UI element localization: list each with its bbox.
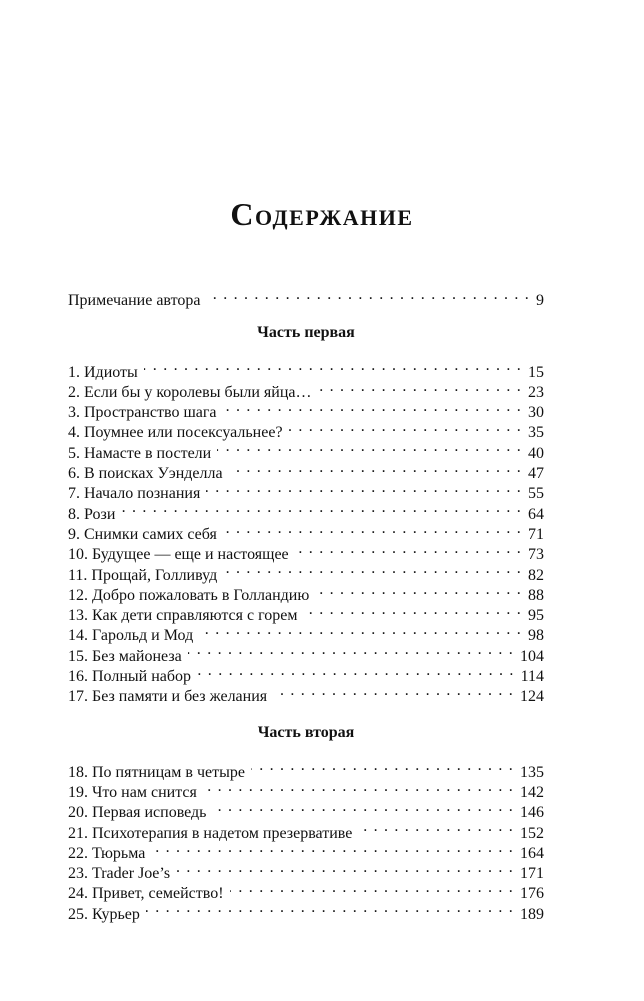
toc-entry-title: Будущее — еще и настоящее xyxy=(92,546,289,564)
toc-entry-title: Примечание автора xyxy=(68,292,201,310)
toc-entry-number: 16. xyxy=(68,668,88,686)
dot-leader xyxy=(146,898,514,918)
toc-entry-page: 176 xyxy=(520,885,544,903)
dot-leader xyxy=(206,285,530,305)
page-title: Содержание xyxy=(230,196,414,232)
toc-entry xyxy=(68,519,544,543)
toc-entry-page: 55 xyxy=(528,485,544,503)
toc-entry-page: 104 xyxy=(520,647,544,665)
toc-entry-page: 95 xyxy=(528,607,544,625)
toc-entry-title: Если бы у королевы были яйца… xyxy=(84,383,312,401)
toc-entry xyxy=(68,377,544,401)
dot-leader xyxy=(315,580,522,600)
toc-entry-number: 23. xyxy=(68,865,88,883)
toc-entry-title: Психотерапия в надетом презервативе xyxy=(92,824,353,842)
dot-leader xyxy=(217,437,522,457)
dot-leader xyxy=(230,878,514,898)
toc-entry-page: 71 xyxy=(528,525,544,543)
toc-entry-title: В поисках Уэнделла xyxy=(84,465,223,483)
toc-entry-note xyxy=(68,285,544,310)
toc-entry xyxy=(68,356,544,381)
dot-leader xyxy=(289,417,522,437)
toc-entry-page: 164 xyxy=(520,844,544,862)
toc-entry-title: Полный набор xyxy=(92,668,192,686)
toc-entry-page: 30 xyxy=(528,404,544,422)
toc-entry-title: Курьер xyxy=(92,905,140,923)
toc-entry-number: 1. xyxy=(68,363,80,381)
toc-entry-title: Без памяти и без желания xyxy=(92,688,268,706)
toc-entry-number: 8. xyxy=(68,505,80,523)
toc-entry-title: Что нам снится xyxy=(92,783,197,801)
toc-entry-page: 135 xyxy=(520,763,544,781)
toc-entry-title: Прощай, Голливуд xyxy=(91,566,218,584)
toc-entry-title: Тюрьма xyxy=(92,844,146,862)
toc-entry-title: Как дети справляются с горем xyxy=(92,607,298,625)
toc-entry-page: 146 xyxy=(520,804,544,822)
dot-leader xyxy=(212,797,514,817)
part2-chapter-list xyxy=(68,756,544,923)
toc-entry-number: 13. xyxy=(68,607,88,625)
toc-entry-page: 114 xyxy=(520,668,544,686)
toc-entry-number: 10. xyxy=(68,546,88,564)
dot-leader xyxy=(176,858,514,878)
toc-entry xyxy=(68,498,544,523)
toc-entry-page: 82 xyxy=(528,566,544,584)
dot-leader xyxy=(251,756,514,776)
toc-entry-title: Пространство шага xyxy=(84,404,217,422)
toc-entry-title: Привет, семейство! xyxy=(92,885,224,903)
part-heading-2: Часть вторая xyxy=(257,724,355,742)
toc-entry-number: 17. xyxy=(68,688,88,706)
toc-entry-page: 73 xyxy=(528,546,544,564)
toc-entry-number: 24. xyxy=(68,885,88,903)
dot-leader xyxy=(358,817,514,837)
table-of-contents xyxy=(68,285,544,923)
dot-leader xyxy=(229,458,522,478)
toc-entry-title: Без майонеза xyxy=(92,647,182,665)
toc-entry-title: Первая исповедь xyxy=(92,804,207,822)
dot-leader xyxy=(188,640,514,660)
toc-entry-page: 152 xyxy=(520,824,544,842)
toc-entry-page: 64 xyxy=(528,505,544,523)
toc-entry-title: Начало познания xyxy=(84,485,201,503)
part-heading-1: Часть первая xyxy=(257,324,355,342)
toc-entry-number: 7. xyxy=(68,485,80,503)
toc-entry-number: 15. xyxy=(68,647,88,665)
toc-entry-number: 21. xyxy=(68,824,88,842)
toc-entry-page: 171 xyxy=(520,865,544,883)
toc-entry-number: 5. xyxy=(68,444,80,462)
toc-entry-page: 47 xyxy=(528,465,544,483)
toc-entry-title: Рози xyxy=(84,505,116,523)
toc-entry-number: 3. xyxy=(68,404,80,422)
dot-leader xyxy=(273,681,514,701)
toc-entry-number: 12. xyxy=(68,586,88,604)
toc-entry-number: 20. xyxy=(68,804,88,822)
toc-entry-page: 98 xyxy=(528,627,544,645)
toc-entry-title: Идиоты xyxy=(84,363,138,381)
toc-entry-number: 14. xyxy=(68,627,88,645)
dot-leader xyxy=(151,838,514,858)
toc-entry-number: 2. xyxy=(68,383,80,401)
dot-leader xyxy=(199,620,522,640)
toc-entry-page: 142 xyxy=(520,783,544,801)
toc-entry-title: Гарольд и Мод xyxy=(92,627,194,645)
dot-leader xyxy=(223,559,522,579)
dot-leader xyxy=(303,600,522,620)
dot-leader xyxy=(223,519,522,539)
toc-entry xyxy=(68,756,544,781)
toc-entry-title: Поумнее или посексуальнее? xyxy=(84,424,283,442)
toc-entry-title: Снимки самих себя xyxy=(84,525,217,543)
toc-entry-number: 11. xyxy=(68,566,88,584)
toc-entry-title: Trader Joe’s xyxy=(92,865,171,883)
dot-leader xyxy=(144,356,522,376)
toc-entry-page: 189 xyxy=(520,905,544,923)
toc-entry-page: 40 xyxy=(528,444,544,462)
dot-leader xyxy=(317,377,522,397)
dot-leader xyxy=(295,539,522,559)
toc-entry-page: 15 xyxy=(528,363,544,381)
toc-entry-page: 124 xyxy=(520,688,544,706)
toc-entry-page: 9 xyxy=(536,292,544,310)
dot-leader xyxy=(197,661,515,681)
toc-entry-title: Добро пожаловать в Голландию xyxy=(92,586,310,604)
toc-entry-number: 4. xyxy=(68,424,80,442)
toc-entry-number: 25. xyxy=(68,905,88,923)
dot-leader xyxy=(206,478,522,498)
dot-leader xyxy=(223,397,522,417)
toc-entry-number: 6. xyxy=(68,465,80,483)
toc-entry-number: 19. xyxy=(68,783,88,801)
toc-entry-number: 9. xyxy=(68,525,80,543)
toc-entry-number: 22. xyxy=(68,844,88,862)
dot-leader xyxy=(121,498,522,518)
toc-entry-title: По пятницам в четыре xyxy=(92,763,245,781)
toc-entry-title: Намасте в постели xyxy=(84,444,212,462)
dot-leader xyxy=(203,777,514,797)
toc-entry-page: 23 xyxy=(528,383,544,401)
toc-entry-page: 88 xyxy=(528,586,544,604)
toc-entry-page: 35 xyxy=(528,424,544,442)
toc-entry-number: 18. xyxy=(68,763,88,781)
part1-chapter-list xyxy=(68,356,544,706)
